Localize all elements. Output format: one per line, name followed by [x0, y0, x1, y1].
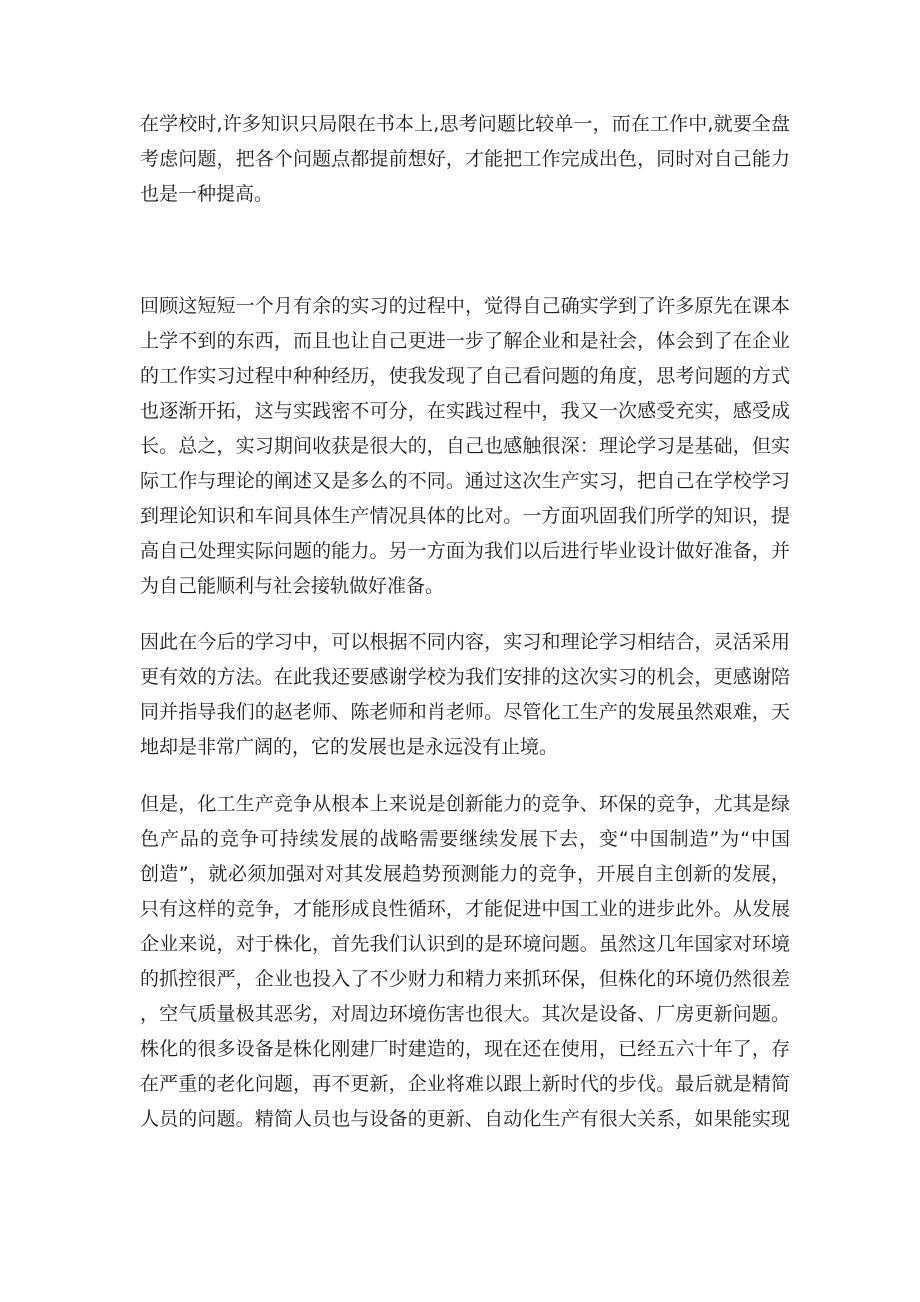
text-line: 考虑问题，把各个问题点都提前想好，才能把工作完成出色，同时对自己能力 — [140, 148, 790, 170]
text-line: 为自己能顺利与社会接轨做好准备。 — [140, 575, 445, 597]
text-line: 也逐渐开拓，这与实践密不可分，在实践过程中，我又一次感受充实，感受成 — [140, 400, 790, 422]
text-line: 因此在今后的学习中，可以根据不同内容，实习和理论学习相结合，灵活采用 — [140, 631, 790, 653]
text-line: 在严重的老化问题，再不更新，企业将难以跟上新时代的步伐。最后就是精简 — [140, 1073, 790, 1095]
text-line: 地却是非常广阔的，它的发展也是永远没有止境。 — [140, 736, 559, 758]
text-line: ，空气质量极其恶劣，对周边环境伤害也很大。其次是设备、厂房更新问题。 — [140, 1003, 790, 1025]
text-line: 更有效的方法。在此我还要感谢学校为我们安排的这次实习的机会，更感谢陪 — [140, 666, 790, 688]
text-line: 株化的很多设备是株化刚建厂时建造的，现在还在使用，已经五六十年了，存 — [140, 1038, 790, 1060]
text-line: 同并指导我们的赵老师、陈老师和肖老师。尽管化工生产的发展虽然艰难，天 — [140, 701, 790, 723]
text-line: 企业来说，对于株化，首先我们认识到的是环境问题。虽然这几年国家对环境 — [140, 933, 790, 955]
paragraph-1 — [140, 107, 790, 212]
text-line: 际工作与理论的阐述又是多么的不同。通过这次生产实习，把自己在学校学习 — [140, 470, 790, 492]
text-line: 色产品的竞争可持续发展的战略需要继续发展下去，变“中国制造”为“中国 — [140, 828, 790, 850]
text-line: 的工作实习过程中种种经历，使我发现了自己看问题的角度，思考问题的方式 — [140, 365, 790, 387]
text-line: 只有这样的竞争，才能形成良性循环，才能促进中国工业的进步此外。从发展 — [140, 898, 790, 920]
text-line: 在学校时,许多知识只局限在书本上,思考问题比较单一，而在工作中,就要全盘 — [140, 113, 790, 135]
text-line: 到理论知识和车间具体生产情况具体的比对。一方面巩固我们所学的知识，提 — [140, 505, 790, 527]
text-line: 但是，化工生产竞争从根本上来说是创新能力的竞争、环保的竞争，尤其是绿 — [140, 793, 790, 815]
text-line: 人员的问题。精简人员也与设备的更新、自动化生产有很大关系，如果能实现 — [140, 1108, 790, 1130]
paragraph-2 — [140, 289, 790, 604]
text-line: 也是一种提高。 — [140, 183, 274, 205]
text-line: 高自己处理实际问题的能力。另一方面为我们以后进行毕业设计做好准备，并 — [140, 540, 790, 562]
paragraph-4 — [140, 787, 790, 1137]
text-line: 长。总之，实习期间收获是很大的，自己也感触很深：理论学习是基础，但实 — [140, 435, 790, 457]
text-line: 的抓控很严，企业也投入了不少财力和精力来抓环保，但株化的环境仍然很差 — [140, 968, 790, 990]
text-line: 上学不到的东西，而且也让自己更进一步了解企业和是社会，体会到了在企业 — [140, 330, 790, 352]
paragraph-3 — [140, 625, 790, 765]
text-line: 创造”，就必须加强对对其发展趋势预测能力的竞争，开展自主创新的发展， — [140, 863, 790, 885]
text-line: 回顾这短短一个月有余的实习的过程中，觉得自己确实学到了许多原先在课本 — [140, 295, 790, 317]
